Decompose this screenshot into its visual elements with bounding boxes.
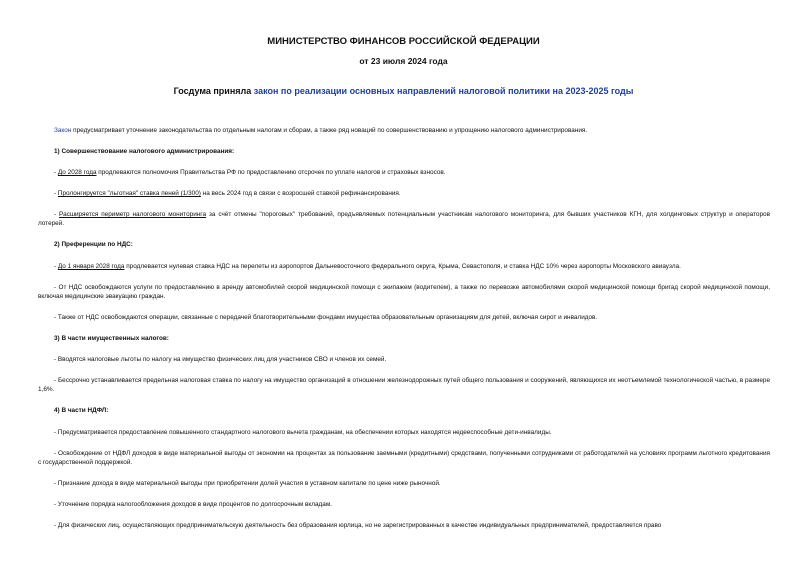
list-item [38,168,770,177]
list-item: - Бессрочно устанавливается предельная налоговая ставка по налогу на имущество организаций в отношении железнодорожных путей общего пользования и сооружений, являющихся их неотъемлемой технологической частью, в размере 1,6%. [38,377,770,393]
item-dash: - [54,190,58,197]
list-item: - Признание дохода в виде материальной выгоды при приобретении долей участия в уставном капитале по цене ниже рыночной. [54,480,441,487]
item-text: на весь 2024 год в связи с возросшей ставкой рефинансирования. [200,190,401,197]
item-dash: - [54,263,58,270]
document-title [0,86,807,96]
section-1-title: 1) Совершенствование налогового администрирования: [54,148,235,155]
title-prefix: Госдума приняла [173,86,254,96]
law-link[interactable]: Закон [54,127,72,134]
section-4-title: 4) В части НДФЛ: [54,407,109,414]
item-emphasis: До 2028 года [57,169,97,176]
list-item: - Вводятся налоговые льготы по налогу на имущество физических лиц для участников СВО и членов их семей. [54,356,387,363]
list-item: - Для физических лиц, осуществляющих предпринимательскую деятельность без образования юрлица, но не зарегистрированных в качестве индивидуальных предпринимателей, предоставляется право [54,522,662,529]
item-text: за счёт отмены "пороговых" требований, предъявляемых потенциальным участникам налогового мониторинга, для бывших участников КГН, для холдинговых структур и операторов лотерей. [38,211,770,227]
list-item: - Также от НДС освобождаются операции, связанные с передачей благотворительными фондами имущества образовательным организациям для детей, включая сирот и инвалидов. [54,314,598,321]
list-item: - Освобождение от НДФЛ доходов в виде материальной выгоды от экономии на процентах за пользование заемными (кредитными) средствами, полученными сотрудниками от работодателей на условиях программ льготного кредитования с государственной поддержкой. [38,450,770,466]
item-emphasis: До 1 января 2028 года [57,263,125,270]
ministry-header: МИНИСТЕРСТВО ФИНАНСОВ РОССИЙСКОЙ ФЕДЕРАЦИИ [267,36,540,47]
intro-text: предусматривает уточнение законодательства по отдельным налогам и сборам, а также ряд новаций по совершенствованию и упрощению налогового администрирования. [71,127,588,134]
title-link[interactable]: закон по реализации основных направлений налоговой политики на 2023-2025 годы [253,86,634,96]
item-text: продлевается нулевая ставка НДС на перелеты из аэропортов Дальневосточного федерального округа, Крыма, Севастополя, и ставка НДС 10% через аэропорты Московского авиаузла. [124,263,681,270]
document-date: от 23 июля 2024 года [359,56,448,66]
item-emphasis: Расширяется периметр налогового мониторинга [59,211,207,218]
list-item [38,262,770,271]
item-text: продлеваются полномочия Правительства РФ по предоставлению отсрочек по уплате налогов и страховых взносов. [96,169,446,176]
item-dash: - [54,169,58,176]
item-dash: - [54,211,60,218]
item-emphasis: Пролонгируется "льготная" ставка пеней (1/300) [57,190,201,197]
list-item [38,210,770,228]
list-item: - Уточнение порядка налогообложения доходов в виде процентов по долгосрочным вкладам. [54,501,332,508]
section-2-title: 2) Преференции по НДС: [54,241,133,248]
intro-paragraph [38,126,770,135]
list-item: - Предусматривается предоставление повышенного стандартного налогового вычета гражданам, на обеспечении которых находятся недееспособные дети-инвалиды. [54,429,552,436]
section-3-title: 3) В части имущественных налогов: [54,335,169,342]
list-item: - От НДС освобождаются услуги по предоставлению в аренду автомобилей скорой медицинской помощи с экипажем (водителем), а также по перевозке автомобилями скорой медицинской помощи бригад скорой медицинской помощи, включая медицинские эвакуацию граждан. [38,284,770,300]
list-item [38,189,770,198]
